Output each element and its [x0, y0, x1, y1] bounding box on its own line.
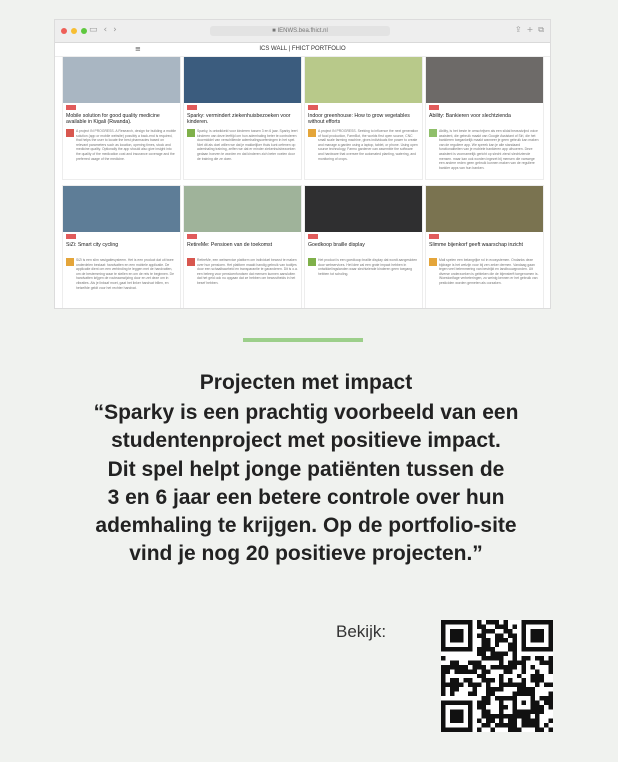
- project-card[interactable]: [426, 186, 543, 308]
- project-card[interactable]: [63, 186, 180, 308]
- project-body: [308, 258, 419, 304]
- project-thumbnail: [63, 186, 180, 232]
- tabs-overview-icon: ⧉: [538, 25, 544, 34]
- forward-icon: ›: [113, 25, 117, 35]
- project-card[interactable]: [184, 57, 301, 179]
- quote-line: Dit spel helpt jonge patiënten tussen de: [107, 457, 505, 481]
- maximize-window-icon: [81, 28, 87, 34]
- browser-screenshot: [55, 20, 550, 308]
- close-window-icon: [61, 28, 67, 34]
- project-thumbnail: [184, 186, 301, 232]
- status-tag: [187, 105, 197, 110]
- address-bar: ■ IENWS.bea.fhict.nl: [210, 26, 390, 36]
- quote: [0, 399, 612, 569]
- project-description: Mali spelen een belangrijke rol in ecosystemen. Ondanks deze bijdrage is het welzijn voor bij zen zeker dermen. Vandaag gaan tegen veel belemmering van bestrijkt en landbouwgronden. Uit diverse onderzoeken is gebleken die de bijensterft toegenomen is. Woestonflage verbeteringen, zo weinig kennen er het gebruik van pesticiden worden gemeten als oorzaken.: [439, 258, 539, 285]
- site-title: ICS WALL | FHICT PORTFOLIO: [259, 46, 346, 52]
- project-body: [429, 258, 540, 304]
- project-title: SiZi: Smart city cycling: [66, 242, 119, 248]
- project-body: [429, 129, 540, 175]
- project-title: RetireMe: Pensioen van de toekomst: [187, 242, 273, 248]
- window-controls: [61, 28, 87, 34]
- project-body: [66, 258, 177, 304]
- project-body: [187, 129, 298, 175]
- project-avatar-icon: [187, 129, 195, 137]
- project-description: SiZi is een slim navigatiesysteem. Het is een product dat uit twee onderdelen bestaat: handvatten en een mobiele applicatie. De applicatie dient om een verbinding te leggen met de handvatten, om de bestemming waar te stellen en om de reis te beginnen. De handvatten krijgen de routeaanwijzing door en zet deze om in vibraties. Als je linksaf moet, gaat het linker handvat trillen, en hetzelfde geldt voor het rechter handvat.: [76, 258, 175, 290]
- section-heading: Projecten met impact: [199, 371, 413, 394]
- quote-line: studentenproject met positieve impact.: [111, 429, 501, 453]
- project-grid: [63, 57, 543, 308]
- project-title: Goedkoop braille display: [308, 242, 365, 248]
- hamburger-menu-icon: ≡: [135, 45, 141, 53]
- project-thumbnail: [184, 57, 301, 103]
- project-thumbnail: [63, 57, 180, 103]
- new-tab-icon: +: [526, 25, 534, 34]
- project-body: [308, 129, 419, 175]
- project-description: Sparky, is ontwikkeld voor kinderen tussen 3 en 6 jaar. Sparky leert kinderen van deze leeftijd om hun ademhaling beter te controleren doormiddel van verschillende ademhalingsoefeningen in het spel. Niet dit als doel willen we dat je makkelijker thuis kunt oefenen op ademhaling training, zelfen we dat er minder ziekenhuisbezoeken gedaan hoeven te worden en dat kinderen zich beter voelen door de training die ze doen.: [197, 129, 298, 161]
- project-avatar-icon: [429, 129, 437, 137]
- project-card[interactable]: [426, 57, 543, 179]
- project-description: Ability, is het beste te omschrijven als een slidal bewustzijnd voice assistent, die gebruik maakt van Google Assistant of Siri, die het bankieren toegankelijk maakt wanneer je geen gebruik kan maken van de reguliere app. We spreek kan je alle standaard functionaliteiten van je mobiele bankieren app uitvoeren. Deze assistent is voornamelijk gericht op slecht ziend slechtziende mensen. maar kan ook worden ingezet bij mensen die vanwege een andere reden geen gebruik kunnen maken van de reguliere bankier apps van hun banken.: [439, 129, 539, 170]
- project-description: RetireMe, een webservice platform om individuel bewust te maken over hun pensioen. Het platform maakt handig gebruik van tooltjes door een schaalbaarheid en transparantie te garanderen. Dit is o.a. een beleeg voor pensioenfondsen dat mensen kunnen aansluiten dat het geld ook nu opgaan dat ze hebben om bewustheids in het besef hebben.: [197, 258, 298, 285]
- project-avatar-icon: [308, 129, 316, 137]
- project-thumbnail: [305, 186, 422, 232]
- status-tag: [66, 234, 76, 239]
- project-card[interactable]: [184, 186, 301, 308]
- browser-titlebar: [55, 20, 550, 43]
- project-thumbnail: [305, 57, 422, 103]
- project-title: Ability: Bankieren voor slechtzienda: [429, 113, 511, 119]
- status-tag: [308, 234, 318, 239]
- minimize-window-icon: [71, 28, 77, 34]
- project-card[interactable]: [305, 57, 422, 179]
- project-card[interactable]: [63, 57, 180, 179]
- status-tag: [429, 105, 439, 110]
- share-icon: ⇪: [514, 25, 522, 34]
- site-header: [55, 43, 550, 57]
- quote-line: 3 en 6 jaar een betere controle over hun: [107, 485, 505, 509]
- quote-line: ademhaling te krijgen. Op de portfolio-site: [95, 514, 517, 538]
- project-avatar-icon: [429, 258, 437, 266]
- project-title: Indoor greenhouse: How to grow vegetables without efforts: [308, 113, 410, 126]
- project-card[interactable]: [305, 186, 422, 308]
- divider: [243, 338, 363, 342]
- project-description: A project IN PROGRESS. Seeking to influence the next generation of food production, FarmBot, the worlds first open source, CNC small scale farming machine, gives individuals the power to create and manage a garden using a laptop, tablet, or phone. Using open source technology, Farmo gardener can assemble the software and hardware that oversee the automated planting, watering, and monitoring of crops.: [318, 129, 419, 161]
- project-thumbnail: [426, 186, 543, 232]
- browser-nav: [89, 25, 117, 35]
- qr-code-icon[interactable]: [441, 620, 553, 732]
- sidebar-toggle-icon: ▭: [89, 25, 98, 35]
- browser-toolbar-icons: [515, 25, 544, 35]
- project-title: Slimme bijenkorf geeft waarschap inzicht: [429, 242, 523, 248]
- status-tag: [429, 234, 439, 239]
- project-body: [187, 258, 298, 304]
- back-icon: ‹: [103, 25, 108, 35]
- quote-line: vind je nog 20 positieve projecten.”: [129, 542, 483, 566]
- project-avatar-icon: [308, 258, 316, 266]
- project-description: Het product is een goedkoop braille display dat wordt aangesloten door webservices. Het idee zal een grote impact hebben in ontwikkelingslanden waar slechtziende kinderen geen toegang hebben tot scholing.: [318, 258, 418, 276]
- project-thumbnail: [426, 57, 543, 103]
- project-title: Sparky: vermindert ziekenhuisbezoeken voor kinderen.: [187, 113, 291, 126]
- project-title: Mobile solution for good quality medicine available in Kigali (Rwanda).: [66, 113, 160, 126]
- status-tag: [187, 234, 197, 239]
- project-avatar-icon: [187, 258, 195, 266]
- cta-label: Bekijk:: [336, 622, 387, 641]
- project-body: [66, 129, 177, 175]
- project-description: A project IN PROGRESS. A Research, design for building a mobile solution (app or mobile website) possibly a back-end is required, that helps the user to locate the best pharmacies based on relevant parameters such as location, opening times, stock and medicine quality. Optionally the app should also give insight into the quality of the medication cost and insurance coverage and the preferred usage of the medicine.: [76, 129, 177, 161]
- project-avatar-icon: [66, 258, 74, 266]
- status-tag: [66, 105, 76, 110]
- quote-line: “Sparky is een prachtig voorbeeld van een: [93, 401, 519, 424]
- status-tag: [308, 105, 318, 110]
- project-avatar-icon: [66, 129, 74, 137]
